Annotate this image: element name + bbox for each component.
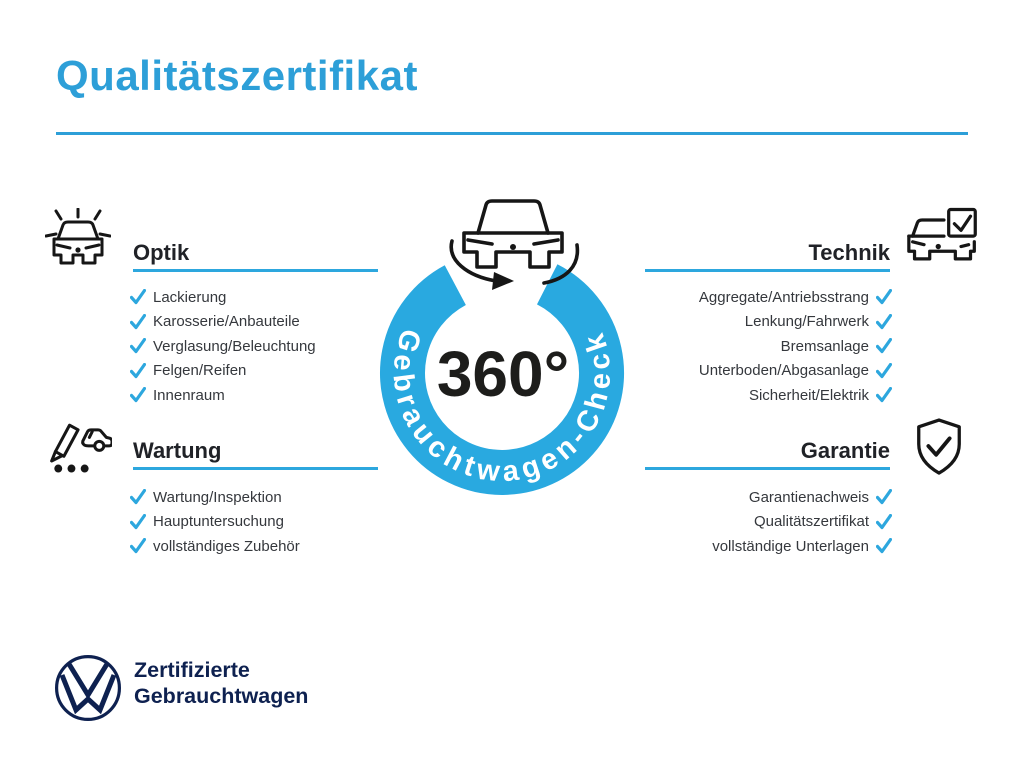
section-title-optik: Optik — [133, 240, 190, 265]
check-icon — [876, 289, 892, 305]
list-item — [600, 310, 892, 335]
garantie-items — [600, 485, 892, 559]
list-item — [600, 485, 892, 510]
section-title-technik: Technik — [808, 240, 890, 265]
check-icon — [876, 387, 892, 403]
item-label: Qualitätszertifikat — [753, 513, 869, 531]
check-icon — [130, 289, 146, 305]
check-icon — [130, 489, 146, 505]
list-item — [600, 334, 892, 359]
item-label: vollständige Unterlagen — [712, 537, 869, 555]
footer-claim-line2: Gebrauchtwagen — [134, 684, 309, 708]
check-icon — [876, 363, 892, 379]
check-icon — [876, 514, 892, 530]
item-label: Lenkung/Fahrwerk — [744, 313, 869, 331]
page-title: Qualitätszertifikat — [56, 52, 418, 99]
rotating-car-icon — [451, 201, 577, 290]
list-item — [600, 285, 892, 310]
item-label: Wartung/Inspektion — [153, 488, 282, 506]
check-icon — [876, 338, 892, 354]
shiny-car-icon — [45, 208, 111, 270]
check-icon — [130, 514, 146, 530]
check-icon — [130, 538, 146, 554]
section-title-wartung: Wartung — [133, 438, 222, 463]
item-label: Hauptuntersuchung — [153, 513, 284, 531]
list-item — [600, 534, 892, 559]
item-label: Felgen/Reifen — [153, 362, 247, 380]
car-checkbox-icon — [906, 207, 980, 269]
check-icon — [130, 314, 146, 330]
title-divider — [56, 132, 968, 135]
list-item — [130, 510, 300, 535]
list-item — [130, 334, 316, 359]
item-label: Verglasung/Beleuchtung — [153, 337, 316, 355]
check-icon — [876, 314, 892, 330]
list-item — [130, 534, 300, 559]
check-icon — [876, 489, 892, 505]
item-label: Lackierung — [153, 288, 227, 306]
optik-items — [130, 285, 316, 408]
list-item — [130, 310, 316, 335]
item-label: Unterboden/Abgasanlage — [698, 362, 869, 380]
footer-claim-line1: Zertifizierte — [134, 658, 250, 682]
wartung-items — [130, 485, 300, 559]
technik-items — [600, 285, 892, 408]
list-item — [130, 285, 316, 310]
check-icon — [130, 387, 146, 403]
section-rule-garantie — [645, 467, 890, 470]
item-label: Bremsanlage — [780, 337, 869, 355]
list-item — [600, 510, 892, 535]
item-label: Aggregate/Antriebsstrang — [698, 288, 869, 306]
list-item — [600, 359, 892, 384]
check-icon — [876, 538, 892, 554]
item-label: vollständiges Zubehör — [153, 537, 300, 555]
section-rule-wartung — [133, 467, 378, 470]
item-label: Karosserie/Anbauteile — [153, 313, 300, 331]
list-item — [130, 485, 300, 510]
list-item — [130, 359, 316, 384]
check-icon — [130, 338, 146, 354]
list-item — [600, 383, 892, 408]
shield-check-icon — [912, 417, 966, 479]
section-rule-optik — [133, 269, 378, 272]
footer-claim — [134, 657, 308, 709]
section-rule-technik — [645, 269, 890, 272]
item-label: Innenraum — [153, 386, 225, 404]
section-title-garantie: Garantie — [800, 438, 890, 463]
item-label: Garantienachweis — [748, 488, 869, 506]
vw-logo-icon — [53, 653, 123, 723]
badge-degrees: 360° — [436, 338, 570, 410]
list-item — [130, 383, 316, 408]
check-icon — [130, 363, 146, 379]
badge-ring-label: Gebrauchtwagen-Check — [386, 325, 618, 489]
item-label: Sicherheit/Elektrik — [748, 386, 869, 404]
service-checklist-icon — [46, 412, 112, 476]
